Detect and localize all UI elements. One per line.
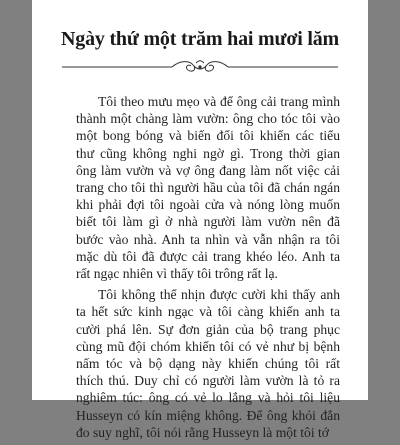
- chapter-title: Ngày thứ một trăm hai mươi lăm: [61, 28, 339, 50]
- paragraph: Tôi theo mưu mẹo và để ông cải trang mình thành một chàng làm vườn: ông cho tóc tôi vào một bong bóng và biến đổi tôi khiến các tiểu thư cũng không nghi ngờ gì. Trong thời gian ông làm vườn và vợ ông đang làm nốt việc cải trang cho tôi thì người hầu của tôi đã chán ngán khi phải đợi tôi ngoài cửa và nóng lòng muốn biết tôi làm gì ở nhà người làm vườn nên đã bước vào nhà. Anh ta nhìn và vẫn nhận ra tôi mặc dù tôi đã được cải trang khéo léo. Anh ta rất ngạc nhiên vì thấy tôi trông rất lạ.: [76, 94, 340, 282]
- paragraph: Tôi không thể nhịn được cười khi thấy anh ta hết sức kinh ngạc và tôi càng khiến anh ta cười phá lên. Sự đơn giản của bộ trang phục cùng mũ đội chóm khiến tôi có vẻ như bị bệnh nấm tóc và bộ dạng này khiến chúng tôi rất thích thú. Duy chỉ có người làm vườn là tỏ ra nghiêm túc: ông có vẻ lo lắng và hỏi tôi liệu Husseyn có kín miệng không. Để ông khỏi đắn đo suy nghĩ, tôi nói rằng Husseyn là một tôi tớ: [76, 287, 340, 440]
- book-page: [32, 0, 368, 440]
- scroll-flourish-divider-icon: [62, 58, 338, 76]
- chapter-body: [76, 93, 340, 445]
